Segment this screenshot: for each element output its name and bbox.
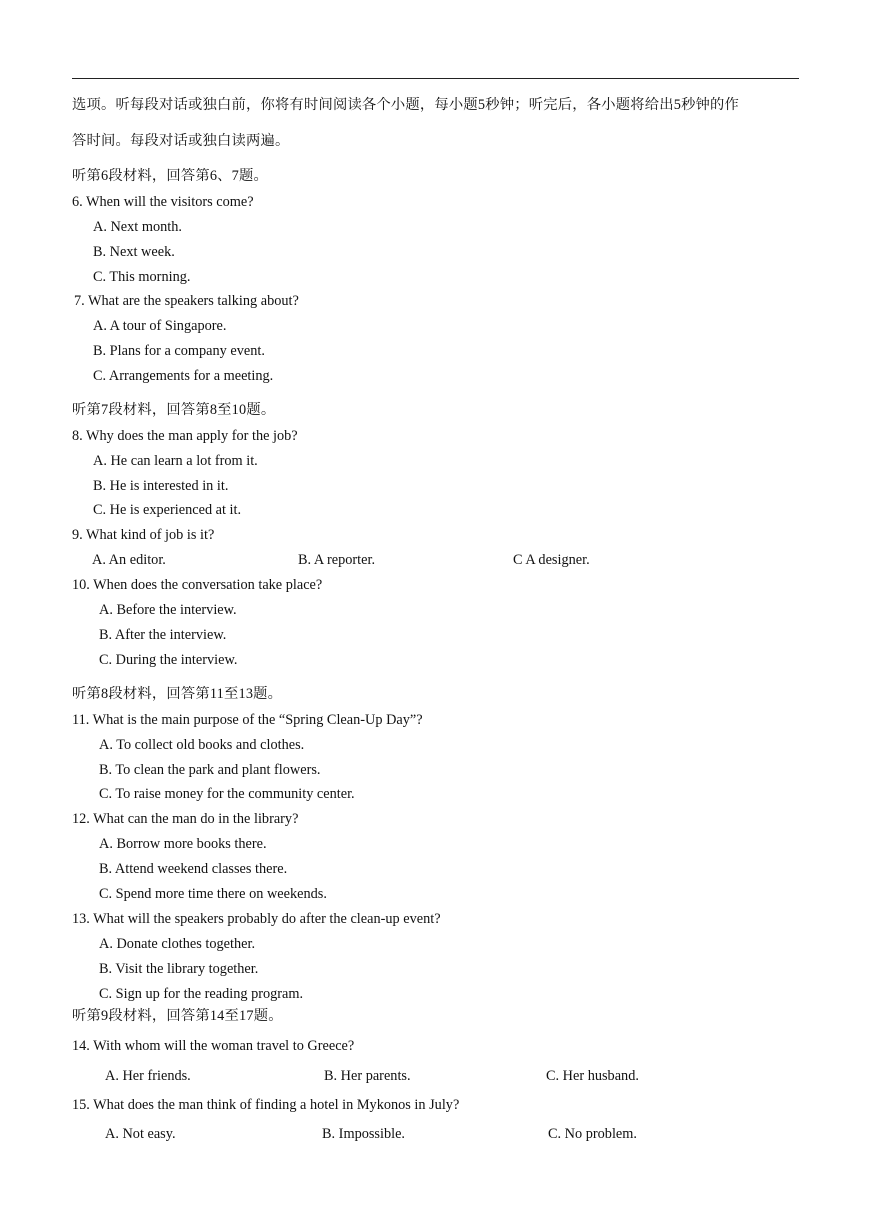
question-stem: 13. What will the speakers probably do after the clean-up event? <box>72 911 441 927</box>
answer-option: A. A tour of Singapore. <box>93 318 227 334</box>
question-stem: 9. What kind of job is it? <box>72 527 215 543</box>
answer-option: C. To raise money for the community center. <box>99 786 355 802</box>
question-stem: 6. When will the visitors come? <box>72 194 254 210</box>
answer-option: C. Her husband. <box>546 1068 639 1084</box>
answer-option: B. After the interview. <box>99 627 227 643</box>
answer-option: B. Attend weekend classes there. <box>99 861 288 877</box>
answer-option: B. He is interested in it. <box>93 478 229 494</box>
answer-option: A. Not easy. <box>105 1126 176 1142</box>
answer-option: A. Borrow more books there. <box>99 836 267 852</box>
answer-option: B. Visit the library together. <box>99 961 259 977</box>
instructions-line-2: 答时间。每段对话或独白读两遍。 <box>72 133 290 149</box>
answer-option: C. During the interview. <box>99 652 238 668</box>
answer-option: C. No problem. <box>548 1126 637 1142</box>
answer-option: A. An editor. <box>92 552 166 568</box>
answer-option: B. Next week. <box>93 244 175 260</box>
answer-option: A. He can learn a lot from it. <box>93 453 258 469</box>
answer-option: B. Her parents. <box>324 1068 411 1084</box>
instructions-line-1: 选项。听每段对话或独白前，你将有时间阅读各个小题，每小题5秒钟；听完后，各小题将给出5秒钟的作 <box>72 97 740 113</box>
answer-option: A. Next month. <box>93 219 182 235</box>
question-stem: 7. What are the speakers talking about? <box>74 293 299 309</box>
answer-option: C. Arrangements for a meeting. <box>93 368 274 384</box>
answer-option: C. Sign up for the reading program. <box>99 986 304 1002</box>
question-stem: 8. Why does the man apply for the job? <box>72 428 298 444</box>
answer-option: B. To clean the park and plant flowers. <box>99 762 321 778</box>
answer-option: A. Her friends. <box>105 1068 191 1084</box>
section-heading: 听第7段材料，回答第8至10题。 <box>72 402 276 418</box>
section-heading: 听第8段材料，回答第11至13题。 <box>72 686 283 702</box>
answer-option: A. Donate clothes together. <box>99 936 256 952</box>
answer-option: C. He is experienced at it. <box>93 502 242 518</box>
question-stem: 10. When does the conversation take place? <box>72 577 323 593</box>
section-heading: 听第9段材料，回答第14至17题。 <box>72 1008 283 1024</box>
answer-option: B. Plans for a company event. <box>93 343 265 359</box>
answer-option: C. This morning. <box>93 269 191 285</box>
answer-option: C A designer. <box>513 552 590 568</box>
answer-option: B. A reporter. <box>298 552 376 568</box>
answer-option: A. Before the interview. <box>99 602 237 618</box>
question-stem: 11. What is the main purpose of the “Spring Clean-Up Day”? <box>72 712 423 728</box>
answer-option: B. Impossible. <box>322 1126 406 1142</box>
section-heading: 听第6段材料，回答第6、7题。 <box>72 168 269 184</box>
header-rule <box>72 78 799 79</box>
question-stem: 14. With whom will the woman travel to Greece? <box>72 1038 355 1054</box>
answer-option: C. Spend more time there on weekends. <box>99 886 327 902</box>
answer-option: A. To collect old books and clothes. <box>99 737 305 753</box>
question-stem: 15. What does the man think of finding a hotel in Mykonos in July? <box>72 1097 460 1113</box>
question-stem: 12. What can the man do in the library? <box>72 811 299 827</box>
